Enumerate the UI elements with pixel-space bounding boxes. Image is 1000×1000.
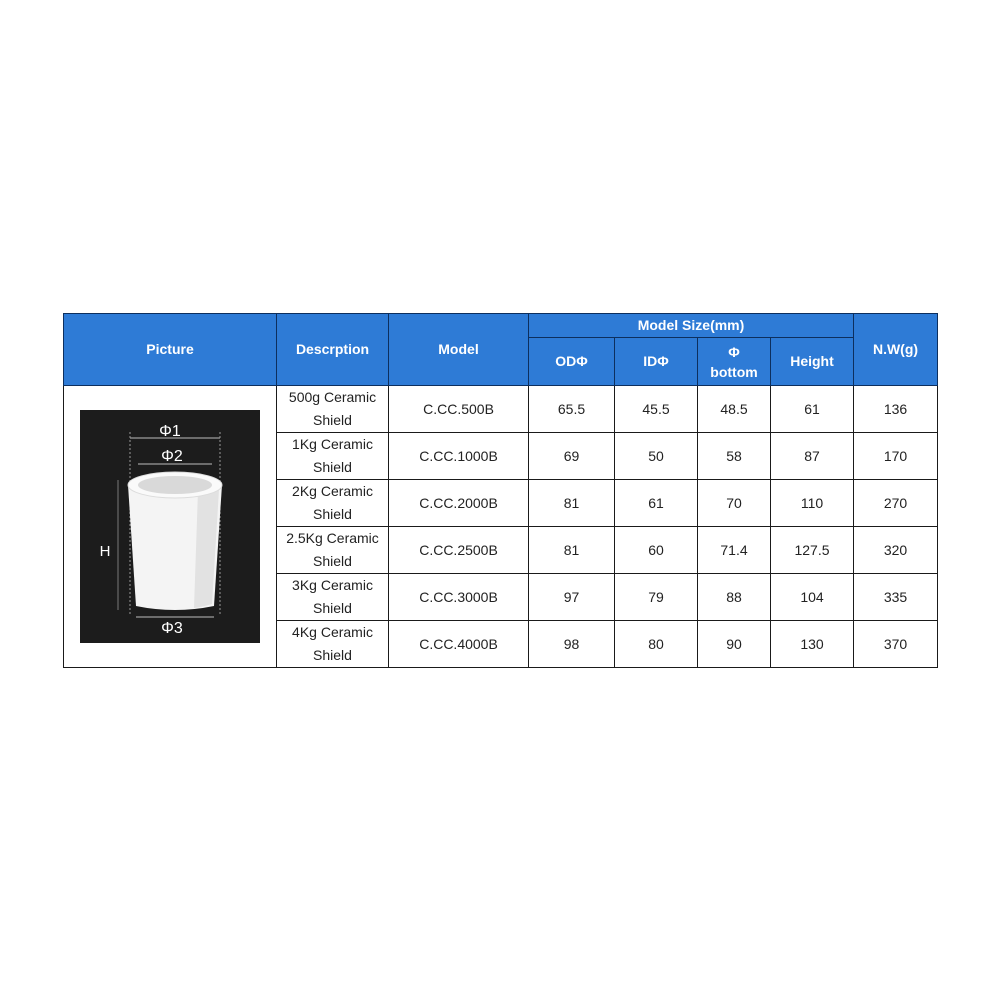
model-cell: C.CC.3000B: [389, 574, 529, 621]
header-net-weight: N.W(g): [854, 314, 938, 386]
height-label: H: [99, 543, 111, 560]
model-cell: C.CC.2000B: [389, 480, 529, 527]
model-cell: C.CC.2500B: [389, 527, 529, 574]
header-row-top: [64, 314, 938, 338]
id-cell: 61: [615, 480, 698, 527]
model-cell: C.CC.4000B: [389, 621, 529, 668]
description-line: Shield: [313, 553, 352, 569]
header-bottom-diameter-word: bottom: [710, 363, 758, 380]
bottom-diameter-cell: 48.5: [698, 386, 771, 433]
bottom-diameter-cell: 88: [698, 574, 771, 621]
description-line: 1Kg Ceramic: [292, 436, 373, 452]
od-cell: 98: [529, 621, 615, 668]
phi1-label: Φ1: [159, 423, 181, 440]
description-line: 4Kg Ceramic: [292, 624, 373, 640]
net-weight-cell: 270: [854, 480, 938, 527]
header-model-size: Model Size(mm): [529, 314, 854, 338]
picture-cell: [64, 386, 277, 668]
header-outer-diameter: ODΦ: [529, 338, 615, 386]
net-weight-cell: 170: [854, 433, 938, 480]
crucible-opening: [138, 476, 212, 494]
description-line: 500g Ceramic: [288, 389, 377, 405]
height-cell: 87: [771, 433, 854, 480]
bottom-diameter-cell: 70: [698, 480, 771, 527]
description-cell: [277, 574, 389, 621]
bottom-diameter-cell: 90: [698, 621, 771, 668]
header-model: Model: [389, 314, 529, 386]
id-cell: 45.5: [615, 386, 698, 433]
header-picture: Picture: [64, 314, 277, 386]
description-line: 3Kg Ceramic: [292, 577, 373, 593]
description-cell: [277, 480, 389, 527]
od-cell: 81: [529, 527, 615, 574]
table-row: [64, 386, 938, 433]
description-line: 2.5Kg Ceramic: [286, 530, 379, 546]
description-cell: [277, 621, 389, 668]
phi2-label: Φ2: [161, 448, 183, 465]
description-cell: [277, 527, 389, 574]
od-cell: 97: [529, 574, 615, 621]
id-cell: 80: [615, 621, 698, 668]
description-cell: [277, 386, 389, 433]
description-line: 2Kg Ceramic: [292, 483, 373, 499]
net-weight-cell: 370: [854, 621, 938, 668]
header-bottom-diameter-symbol: Φ: [728, 343, 740, 360]
description-line: Shield: [313, 506, 352, 522]
ceramic-shield-spec-table: [63, 313, 938, 668]
height-cell: 104: [771, 574, 854, 621]
crucible-diagram: [80, 410, 260, 643]
id-cell: 60: [615, 527, 698, 574]
description-line: Shield: [313, 647, 352, 663]
id-cell: 50: [615, 433, 698, 480]
description-line: Shield: [313, 459, 352, 475]
height-cell: 110: [771, 480, 854, 527]
id-cell: 79: [615, 574, 698, 621]
crucible-shade: [194, 490, 219, 608]
crucible-picture: [80, 410, 260, 643]
header-inner-diameter: IDΦ: [615, 338, 698, 386]
header-height: Height: [771, 338, 854, 386]
net-weight-cell: 136: [854, 386, 938, 433]
description-cell: [277, 433, 389, 480]
phi3-label: Φ3: [161, 620, 183, 637]
description-line: Shield: [313, 412, 352, 428]
description-line: Shield: [313, 600, 352, 616]
bottom-diameter-cell: 71.4: [698, 527, 771, 574]
height-cell: 130: [771, 621, 854, 668]
height-cell: 61: [771, 386, 854, 433]
od-cell: 69: [529, 433, 615, 480]
net-weight-cell: 320: [854, 527, 938, 574]
od-cell: 81: [529, 480, 615, 527]
model-cell: C.CC.500B: [389, 386, 529, 433]
height-cell: 127.5: [771, 527, 854, 574]
header-bottom-diameter: [698, 338, 771, 386]
od-cell: 65.5: [529, 386, 615, 433]
header-description: Descrption: [277, 314, 389, 386]
model-cell: C.CC.1000B: [389, 433, 529, 480]
net-weight-cell: 335: [854, 574, 938, 621]
bottom-diameter-cell: 58: [698, 433, 771, 480]
